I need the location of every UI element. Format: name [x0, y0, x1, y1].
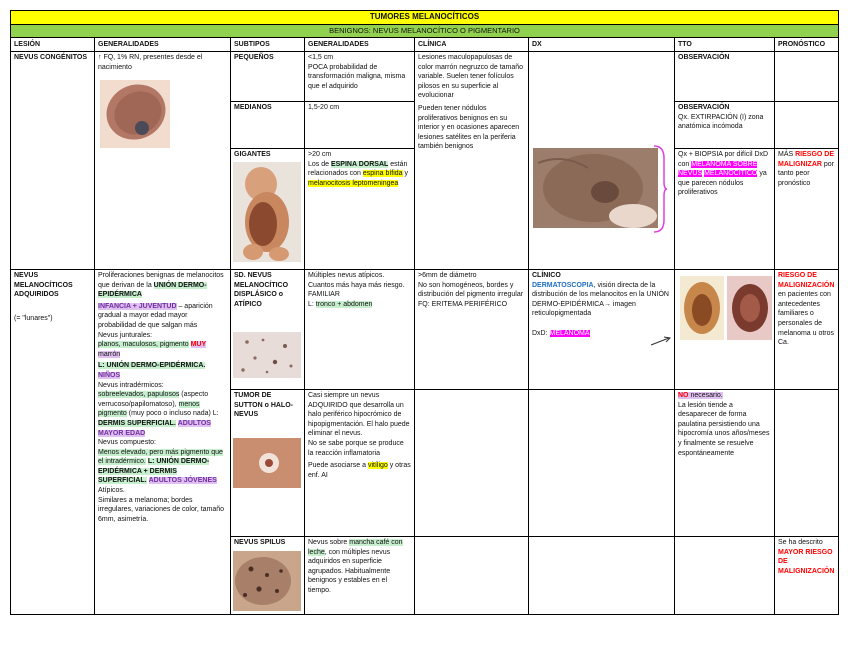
header-cell: LESIÓN — [11, 38, 95, 52]
table-title: TUMORES MELANOCÍTICOS — [11, 11, 839, 25]
tto-sutton: NO necesario. La lesión tiende a desaparecer de forma paulatina persistiendo una hipocromía unos años/meses y finalmente se resuelve espontáneamente — [675, 390, 775, 537]
lesion-adquiridos: NEVUS MELANOCÍTICOS ADQUIRIDOS (= "lunares") — [11, 270, 95, 615]
halo-photo — [233, 438, 301, 488]
pron-medianos — [775, 102, 839, 149]
gen-gigantes: >20 cm Los de ESPINA DORSAL están relacionados con espina bífida y melanocitosis leptomeningea — [305, 149, 415, 270]
tto-medianos: OBSERVACIÓN Qx. EXTIRPACIÓN (I) zona anatómica incómoda — [675, 102, 775, 149]
subtipo-gigantes: GIGANTES — [231, 149, 305, 270]
header-row — [11, 38, 839, 52]
header-cell: PRONÓSTICO — [775, 38, 839, 52]
clinica-congenitos: Lesiones maculopapulosas de color marrón negruzco de tamaño variable. Suelen tener folículos pilosos en su superficie al evolucionar Pueden tener nódulos proliferativos benignos en su interior y en ocasiones aparecen lesiones satélites en la periferia también benignos — [415, 52, 529, 270]
tto-spilus — [675, 537, 775, 615]
subtipo-spilus: NEVUS SPILUS — [231, 537, 305, 615]
spilus-photo — [233, 551, 301, 611]
subtipo-pequenos: PEQUEÑOS — [231, 52, 305, 102]
gen-congenitos: ↑ FQ, 1% RN, presentes desde el nacimiento — [95, 52, 231, 270]
header-cell: DX — [529, 38, 675, 52]
clinica-displasico: >6mm de diámetro No son homogéneos, bordes y distribución del pigmento irregular FQ: ERITEMA PERIFÉRICO — [415, 270, 529, 390]
clinica-sutton — [415, 390, 529, 537]
brace-icon — [652, 144, 668, 234]
cat-nevus-photo — [533, 148, 658, 228]
gen-medianos: 1,5-20 cm — [305, 102, 415, 149]
pron-pequenos — [775, 52, 839, 102]
dx-spilus — [529, 537, 675, 615]
header-cell: SUBTIPOS — [231, 38, 305, 52]
pron-displasico: RIESGO DE MALIGNIZACIÓN en pacientes con antecedentes familiares o personales de melanoma u otros Ca. — [775, 270, 839, 390]
dx-sutton — [529, 390, 675, 537]
header-cell: GENERALIDADES — [95, 38, 231, 52]
gen-spilus: Nevus sobre mancha café con leche, con múltiples nevus adquiridos en superficie agrupados. Habitualmente benignos y estables en el tiempo. — [305, 537, 415, 615]
gen-displasico: Múltiples nevus atípicos. Cuantos más haya más riesgo. FAMILIAR L: tronco + abdomen — [305, 270, 415, 390]
mole-photo — [100, 80, 170, 148]
tto-gigantes: Qx + BIOPSIA por difícil DxD con MELANOMA SOBRE NEVUS MELANOCÍTICO ya que parecen nódulos proliferativos — [675, 149, 775, 270]
table-subtitle: BENIGNOS: NEVUS MELANOCÍTICO O PIGMENTARIO — [11, 25, 839, 38]
gen-adquiridos: Proliferaciones benignas de melanocitos que derivan de la UNIÓN DERMO-EPIDÉRMICA INFANCIA + JUVENTUD – aparición gradual a mayor edad mayor probabilidad de que salgan más Nevus junturales: planos, maculosos, pigmento MUY marrón L: UNIÓN DERMO-EPIDÉRMICA. NIÑOS Nevus intradérmicos: sobreelevados, papulosos (aspecto verrucoso/papilomatoso), menos pigmento (muy poco o incluso nada) L: DERMIS SUPERFICIAL. ADULTOS MAYOR EDAD Nevus compuesto: Menos elevado, pero más pigmento que el intradérmico. L: UNIÓN DERMO-EPIDÉRMICA + DERMIS SUPERFICIAL. ADULTOS JÓVENES Atípicos. Similares a melanoma; bordes irregulares, variaciones de color, tamaño 6mm, asimetría. — [95, 270, 231, 615]
arrow-icon — [650, 336, 672, 346]
pron-gigantes: MÁS RIESGO DE MALIGNIZAR por tanto peor pronóstico — [775, 149, 839, 270]
skin-photo — [233, 332, 301, 378]
dx-displasico: CLÍNICO DERMATOSCOPIA, visión directa de la distribución de los melanocitos en la UNIÓN DERMO-EPIDÉRMICA→ imagen reticulopigmentada DxD: MELANOMA — [529, 270, 675, 390]
subtipo-medianos: MEDIANOS — [231, 102, 305, 149]
clinica-spilus — [415, 537, 529, 615]
header-cell: CLÍNICA — [415, 38, 529, 52]
pron-sutton — [775, 390, 839, 537]
gen-sutton: Casi siempre un nevus ADQUIRIDO que desarrolla un halo periférico hipocrómico de hipopigmentación. El halo puede eliminar el nevus. No se sabe porque se produce la reacción inflamatoria Puede asociarse a vitíligo y otras enf. AI — [305, 390, 415, 537]
gen-pequenos: <1,5 cm POCA probabilidad de transformación maligna, misma que el adquirido — [305, 52, 415, 102]
lesion-congenitos: NEVUS CONGÉNITOS — [11, 52, 95, 270]
pron-spilus: Se ha descrito MAYOR RIESGO DE MALIGNIZACIÓN — [775, 537, 839, 615]
baby-photo — [233, 162, 301, 262]
tto-pequenos: OBSERVACIÓN — [675, 52, 775, 102]
dermoscopy-photo — [680, 276, 772, 340]
header-cell: TTO — [675, 38, 775, 52]
header-cell: GENERALIDADES — [305, 38, 415, 52]
subtipo-displasico: SD. NEVUS MELANOCÍTICO DISPLÁSICO o ATÍPICO — [231, 270, 305, 390]
subtipo-sutton: TUMOR DE SUTTON o HALO-NEVUS — [231, 390, 305, 537]
